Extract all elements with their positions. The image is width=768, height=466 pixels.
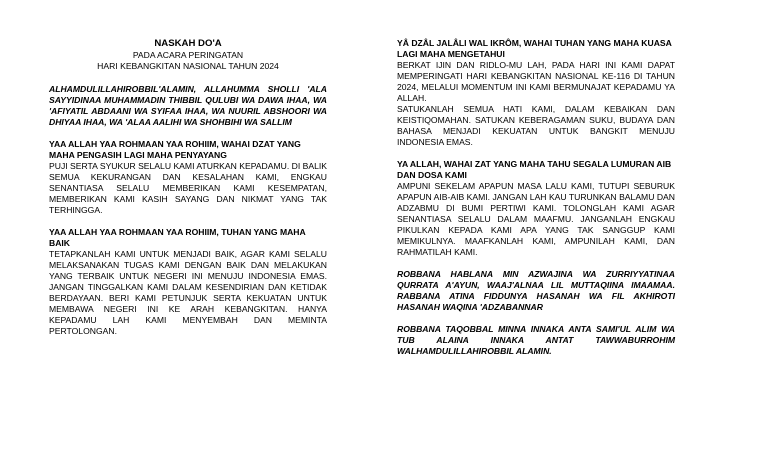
document-subtitle-occasion: HARI KEBANGKITAN NASIONAL TAHUN 2024 [97, 61, 279, 71]
title-block [49, 38, 327, 72]
section-heading: YA ALLAH, WAHAI ZAT YANG MAHA TAHU SEGALA LUMURAN AIB DAN DOSA KAMI [397, 159, 672, 180]
document-title: NASKAH DO'A [154, 38, 222, 49]
right-column [397, 38, 675, 368]
closing-prayer-taqobbal: ROBBANA TAQOBBAL MINNA INNAKA ANTA SAMI'UL ALIM WA TUB ALAINA INNAKA ANTAT TAWWABURROHIM WALHAMDULILLAHIROBBIL ALAMIN. [397, 324, 675, 356]
section-maha-kuasa [397, 38, 675, 148]
section-paragraph: TETAPKANLAH KAMI UNTUK MENJADI BAIK, AGAR KAMI SELALU MELAKSANAKAN TUGAS KAMI DENGAN BAIK DAN MELAKUKAN YANG TERBAIK UNTUK NEGERI INI MENUJU INDONESIA EMAS. JANGAN TINGGALKAN KAMI DALAM KESENDIRIAN DAN KETIDAK BERDAYAAN. BERI KAMI PETUNJUK SERTA KEKUATAN UNTUK MEMBAWA NEGERI INI KE ARAH KEBANGKITAN. HANYA KEPADAMU LAH KAMI MENYEMBAH DAN MEMINTA PERTOLONGAN. [49, 249, 327, 336]
section-heading: YAA ALLAH YAA ROHMAAN YAA ROHIIM, TUHAN YANG MAHA BAIK [49, 227, 306, 248]
opening-prayer: ALHAMDULILLAHIROBBIL'ALAMIN, ALLAHUMMA SHOLLI 'ALA SAYYIDINAA MUHAMMADIN THIBBIL QULUBI WA DAWA IHAA, WA 'AFIYATIL ABDAANI WA SYIFAA IHAA, WA NUURIL ABSHOORI WA DHIYAA IHAA, WA 'ALAA AALIHI WA SHOHBIHI WA SALLIM [49, 84, 327, 127]
section-maha-tahu [397, 159, 675, 258]
section-heading: YÂ DZÂL JALÂLI WAL IKRÔM, WAHAI TUHAN YANG MAHA KUASA LAGI MAHA MENGETAHUI [397, 38, 672, 59]
closing-prayer-robbana: ROBBANA HABLANA MIN AZWAJINA WA ZURRIYYATINAA QURRATA A'AYUN, WAAJ'ALNAA LIL MUTTAQIINA IMAAMAA. RABBANA ATINA FIDDUNYA HASANAH WA FIL AKHIROTI HASANAH WAQINA 'ADZABANNAR [397, 269, 675, 312]
section-maha-pengasih [49, 139, 327, 216]
section-heading: YAA ALLAH YAA ROHMAAN YAA ROHIIM, WAHAI DZAT YANG MAHA PENGASIH LAGI MAHA PENYAYANG [49, 139, 301, 160]
section-maha-baik [49, 227, 327, 337]
section-paragraph: PUJI SERTA SYUKUR SELALU KAMI ATURKAN KEPADAMU. DI BALIK SEMUA KEKURANGAN DAN KESALAHAN KAMI, ENGKAU SENANTIASA SELALU MEMBERIKAN KAMI KESEMPATAN, MEMBERIKAN KAMI KASIH SAYANG DAN NIKMAT YANG TAK TERHINGGA. [49, 161, 327, 215]
section-paragraph: BERKAT IJIN DAN RIDLO-MU LAH, PADA HARI INI KAMI DAPAT MEMPERINGATI HARI KEBANGKITAN NASIONAL KE-116 DI TAHUN 2024, MELALUI MOMENTUM INI KAMI BERMUNAJAT KEPADAMU YA ALLAH. [397, 60, 675, 103]
section-paragraph: AMPUNI SEKELAM APAPUN MASA LALU KAMI, TUTUPI SEBURUK APAPUN AIB-AIB KAMI. JANGAN LAH KAU TURUNKAN BALAMU DAN ADZABMU DI BUMI PERTIWI KAMI. TOLONGLAH KAMI AGAR SENANTIASA SELALU DALAM MAAFMU. JANGANLAH ENGKAU PIKULKAN KEPADA KAMI APA YANG TAK SANGGUP KAMI MEMIKULNYA. MAAFKANLAH KAMI, AMPUNILAH KAMI, DAN RAHMATILAH KAMI. [397, 181, 675, 257]
document-subtitle-event: PADA ACARA PERINGATAN [132, 50, 244, 60]
section-paragraph: SATUKANLAH SEMUA HATI KAMI, DALAM KEBAIKAN DAN KEISTIQOMAHAN. SATUKAN KEBERAGAMAN SUKU, BUDAYA DAN BAHASA MENJADI KEKUATAN UNTUK BANGKIT MENUJU INDONESIA EMAS. [397, 104, 675, 147]
left-column [49, 38, 327, 348]
